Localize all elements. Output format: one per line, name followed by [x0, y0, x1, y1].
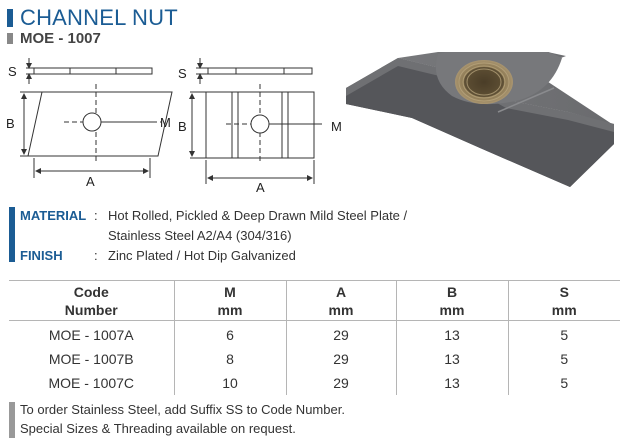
- table-row: [9, 371, 620, 395]
- subtitle-accent-bar: [7, 33, 13, 44]
- dim-label-a-top: A: [256, 180, 265, 195]
- finish-label: FINISH: [20, 248, 63, 263]
- material-value-line2: Stainless Steel A2/A4 (304/316): [108, 228, 292, 243]
- cell-a: 29: [286, 371, 396, 395]
- table-row: [9, 347, 620, 371]
- cell-a: 29: [286, 347, 396, 371]
- dim-label-b-front: B: [6, 116, 15, 131]
- cell-s: 5: [508, 347, 620, 371]
- cell-m: 8: [174, 347, 286, 371]
- dim-label-m-top: M: [331, 119, 342, 134]
- cell-m: 10: [174, 371, 286, 395]
- technical-drawing: [0, 52, 630, 202]
- header-m: M mm: [174, 281, 286, 321]
- cell-s: 5: [508, 371, 620, 395]
- dim-label-b-top: B: [178, 119, 187, 134]
- finish-value: Zinc Plated / Hot Dip Galvanized: [108, 248, 296, 263]
- table-header-row: [9, 281, 620, 321]
- material-colon: :: [94, 208, 98, 223]
- top-view-drawing: [190, 58, 322, 184]
- material-value-line1: Hot Rolled, Pickled & Deep Drawn Mild Steel Plate /: [108, 208, 408, 223]
- note-stainless: To order Stainless Steel, add Suffix SS to Code Number.: [20, 402, 345, 417]
- dimension-table: [9, 280, 620, 395]
- model-code: MOE - 1007: [20, 30, 101, 47]
- dim-label-a-front: A: [86, 174, 95, 189]
- note-special-sizes: Special Sizes & Threading available on request.: [20, 421, 296, 436]
- front-view-drawing: [20, 58, 172, 178]
- cell-s: 5: [508, 321, 620, 348]
- header-s: S mm: [508, 281, 620, 321]
- dim-label-s-top: S: [178, 66, 187, 81]
- header-code: Code Number: [64, 283, 118, 318]
- cell-a: 29: [286, 321, 396, 348]
- cell-code: MOE - 1007B: [48, 351, 134, 367]
- channel-nut-render: [346, 52, 614, 187]
- table-row: [9, 321, 620, 348]
- cell-b: 13: [396, 347, 508, 371]
- title-accent-bar: [7, 9, 13, 27]
- cell-b: 13: [396, 321, 508, 348]
- page-title: CHANNEL NUT: [20, 5, 178, 30]
- material-label: MATERIAL: [20, 208, 87, 223]
- finish-colon: :: [94, 248, 98, 263]
- note-accent-bar: [9, 402, 15, 438]
- dim-label-m-front: M: [160, 115, 171, 130]
- header-b: B mm: [396, 281, 508, 321]
- dim-label-s-front: S: [8, 64, 17, 79]
- cell-code: MOE - 1007C: [48, 375, 135, 391]
- cell-m: 6: [174, 321, 286, 348]
- cell-code: MOE - 1007A: [48, 327, 134, 343]
- cell-b: 13: [396, 371, 508, 395]
- spec-accent-bar: [9, 207, 15, 262]
- header-a: A mm: [286, 281, 396, 321]
